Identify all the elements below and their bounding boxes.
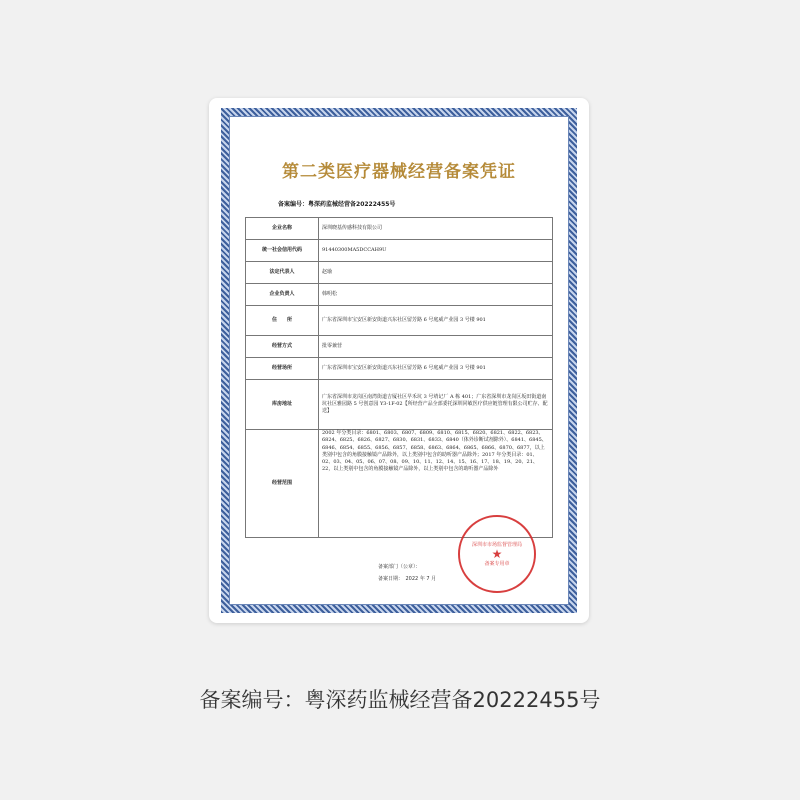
certificate-card bbox=[209, 98, 589, 623]
certificate-body bbox=[229, 116, 569, 605]
row-value: 赵瑜 bbox=[319, 262, 553, 284]
date-label: 备案日期： 2022 年 7 月 bbox=[378, 576, 437, 582]
official-seal bbox=[458, 515, 536, 593]
row-value: 深圳晓基传感科技有限公司 bbox=[319, 218, 553, 240]
seal-text: 深圳市市场监督管理局 bbox=[471, 542, 522, 548]
table-row bbox=[246, 358, 553, 380]
row-value: 批零兼营 bbox=[319, 336, 553, 358]
table-row bbox=[246, 306, 553, 336]
table-row bbox=[246, 336, 553, 358]
row-key: 经营方式 bbox=[246, 336, 319, 358]
table-row bbox=[246, 262, 553, 284]
row-key: 统一社会信用代码 bbox=[246, 240, 319, 262]
row-value: 2002 年分类目录：6801、6803、6807、6809、6810、6815、6820、6821、6822、6823、6824、6825、6826、6827、6830、6831、6833、6840（体外诊断试剂除外）、6841、6845、6846、6854、6855、6856、6857、6858、6863、6864、6865、6866、6870、6877，以上类别中包含的角膜接触镜产品除外，以上类别中包含的助听器产品除外；2017 年分类目录：01、02、03、04、05、06、07、08、09、10、11、12、14、15、16、17、18、19、20、21、22，以上类别中包含的角膜接触镜产品除外，以上类别中包含的助听器产品除外 bbox=[319, 430, 553, 538]
record-value: 粤深药监械经营备20222455号 bbox=[308, 201, 396, 208]
row-value: 91440300MA5DCCAH9U bbox=[319, 240, 553, 262]
seal-star-icon: ★ bbox=[491, 547, 503, 561]
row-key: 企业名称 bbox=[246, 218, 319, 240]
row-key: 企业负责人 bbox=[246, 284, 319, 306]
row-key: 住 所 bbox=[246, 306, 319, 336]
info-table bbox=[245, 217, 553, 538]
certificate-title: 第二类医疗器械经营备案凭证 bbox=[282, 162, 516, 182]
row-key: 经营场所 bbox=[246, 358, 319, 380]
row-key: 库房地址 bbox=[246, 380, 319, 430]
table-row bbox=[246, 240, 553, 262]
row-key: 经营范围 bbox=[246, 430, 319, 538]
table-row bbox=[246, 218, 553, 240]
row-value: 韩明松 bbox=[319, 284, 553, 306]
dept-label: 备案部门（公章）： bbox=[378, 564, 421, 570]
caption: 备案编号：粤深药监械经营备20222455号 bbox=[199, 688, 601, 712]
row-value: 广东省深圳市宝安区新安街道兴东社区留芳路 6 号庭威产业园 3 号楼 901 bbox=[319, 306, 553, 336]
row-value: 广东省深圳市宝安区新安街道兴东社区留芳路 6 号庭威产业园 3 号楼 901 bbox=[319, 358, 553, 380]
record-number bbox=[278, 199, 395, 208]
record-label: 备案编号： bbox=[278, 201, 309, 208]
seal-sub: 备案专用章 bbox=[484, 561, 510, 567]
certificate-border bbox=[221, 108, 577, 613]
row-value: 广东省深圳市龙岗区南湾街道吉厦社区早禾坑 3 号靖记厂 A 栋 401；广东省深圳市龙岗区坂田街道南坑社区雅园路 5 号创意园 Y3-1F-02【所经营产品全部委托深圳同敏医疗供应链管理有限公司贮存、配送】 bbox=[319, 380, 553, 430]
row-key: 法定代表人 bbox=[246, 262, 319, 284]
table-row bbox=[246, 284, 553, 306]
table-row bbox=[246, 380, 553, 430]
